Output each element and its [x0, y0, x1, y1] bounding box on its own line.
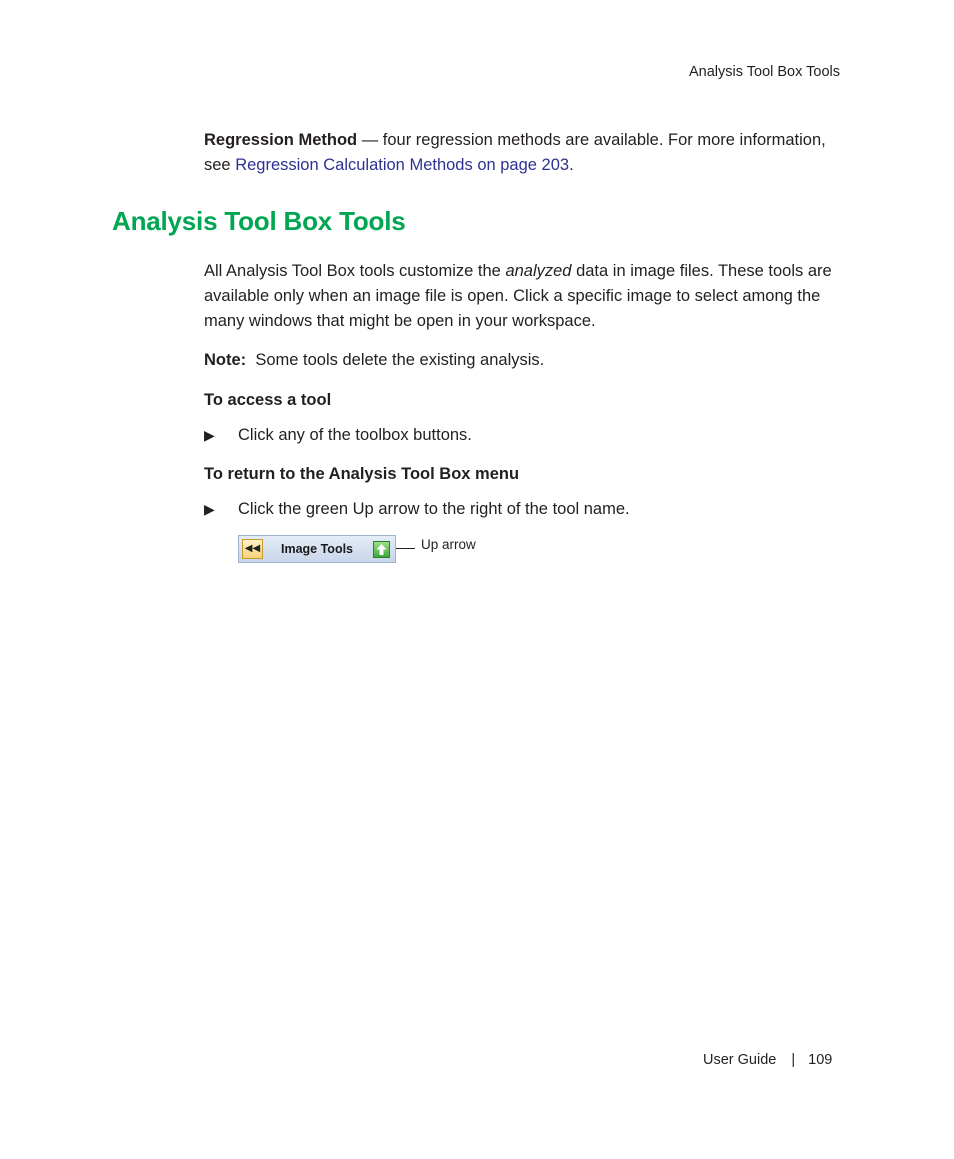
regression-method-paragraph [204, 128, 844, 178]
period: . [569, 156, 574, 174]
footer-separator: | [791, 1052, 796, 1068]
procedure-heading-return: To return to the Analysis Tool Box menu [204, 465, 520, 483]
regression-method-term: Regression Method [204, 131, 358, 149]
section-body [204, 259, 844, 334]
note-text: Some tools delete the existing analysis. [246, 351, 545, 369]
procedure-heading-access: To access a tool [204, 391, 332, 409]
body-text-1: All Analysis Tool Box tools customize the [204, 262, 506, 280]
step-text: Click the green Up arrow to the right of the tool name. [238, 500, 630, 518]
callout-line [396, 548, 415, 549]
back-double-arrow-icon[interactable]: ◀◀ [242, 539, 263, 559]
step-text: Click any of the toolbox buttons. [238, 426, 472, 444]
page-footer [703, 1052, 832, 1068]
regression-methods-link[interactable]: Regression Calculation Methods on page 203 [235, 156, 570, 174]
note [204, 348, 844, 373]
callout-label-up-arrow: Up arrow [421, 537, 476, 552]
footer-label: User Guide [703, 1052, 777, 1068]
body-text-2: data in image files. These tools are available only when an image file is open. Click a specific image to select among the many windows that might be open in your workspace. [204, 262, 832, 330]
regression-method-text: — four regression methods are available. For more information, see [204, 131, 826, 174]
page-number: 109 [808, 1052, 833, 1068]
bullet-arrow-icon: ▶ [204, 427, 215, 443]
image-tools-toolbar [238, 535, 396, 563]
running-header: Analysis Tool Box Tools [689, 64, 840, 80]
section-title: Analysis Tool Box Tools [112, 206, 406, 236]
up-arrow-icon[interactable] [373, 541, 390, 558]
tool-name-label: Image Tools [281, 542, 354, 556]
bullet-arrow-icon: ▶ [204, 501, 215, 517]
body-emphasis: analyzed [505, 262, 572, 280]
note-label: Note: [204, 351, 247, 369]
